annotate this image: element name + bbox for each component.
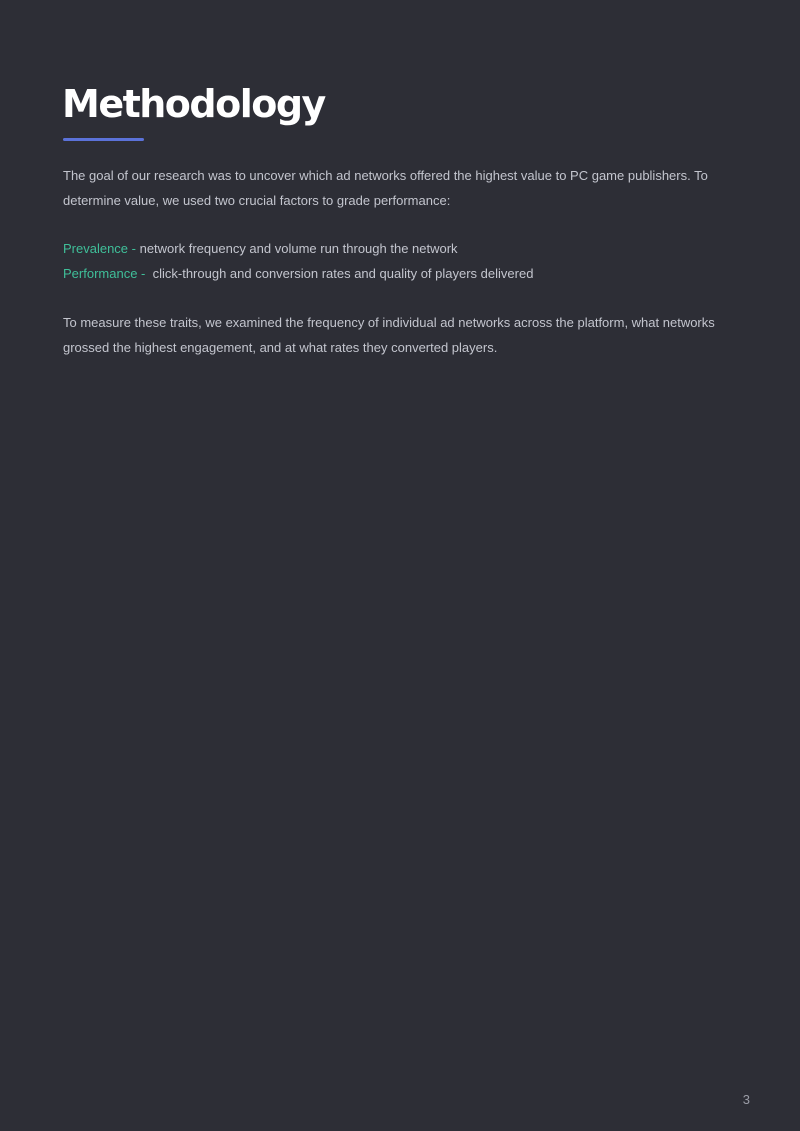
intro-paragraph: The goal of our research was to uncover which ad networks offered the highest value to PC game publishers. To determine value, we used two crucial factors to grade performance:	[63, 168, 708, 208]
factor-term: Performance -	[63, 265, 146, 281]
factor-definitions	[63, 237, 723, 286]
factor-description: click-through and conversion rates and quality of players delivered	[145, 265, 534, 281]
page-number: 3	[742, 1092, 750, 1107]
page-title: Methodology	[62, 82, 325, 126]
factor-term: Prevalence -	[63, 241, 136, 256]
factor-prevalence	[63, 241, 458, 256]
factor-description: network frequency and volume run through the network	[135, 241, 458, 256]
title-underline	[63, 138, 144, 141]
factor-performance	[63, 266, 533, 281]
measure-paragraph: To measure these traits, we examined the frequency of individual ad networks across the platform, what networks grossed the highest engagement, and at what rates they converted players.	[63, 315, 715, 355]
